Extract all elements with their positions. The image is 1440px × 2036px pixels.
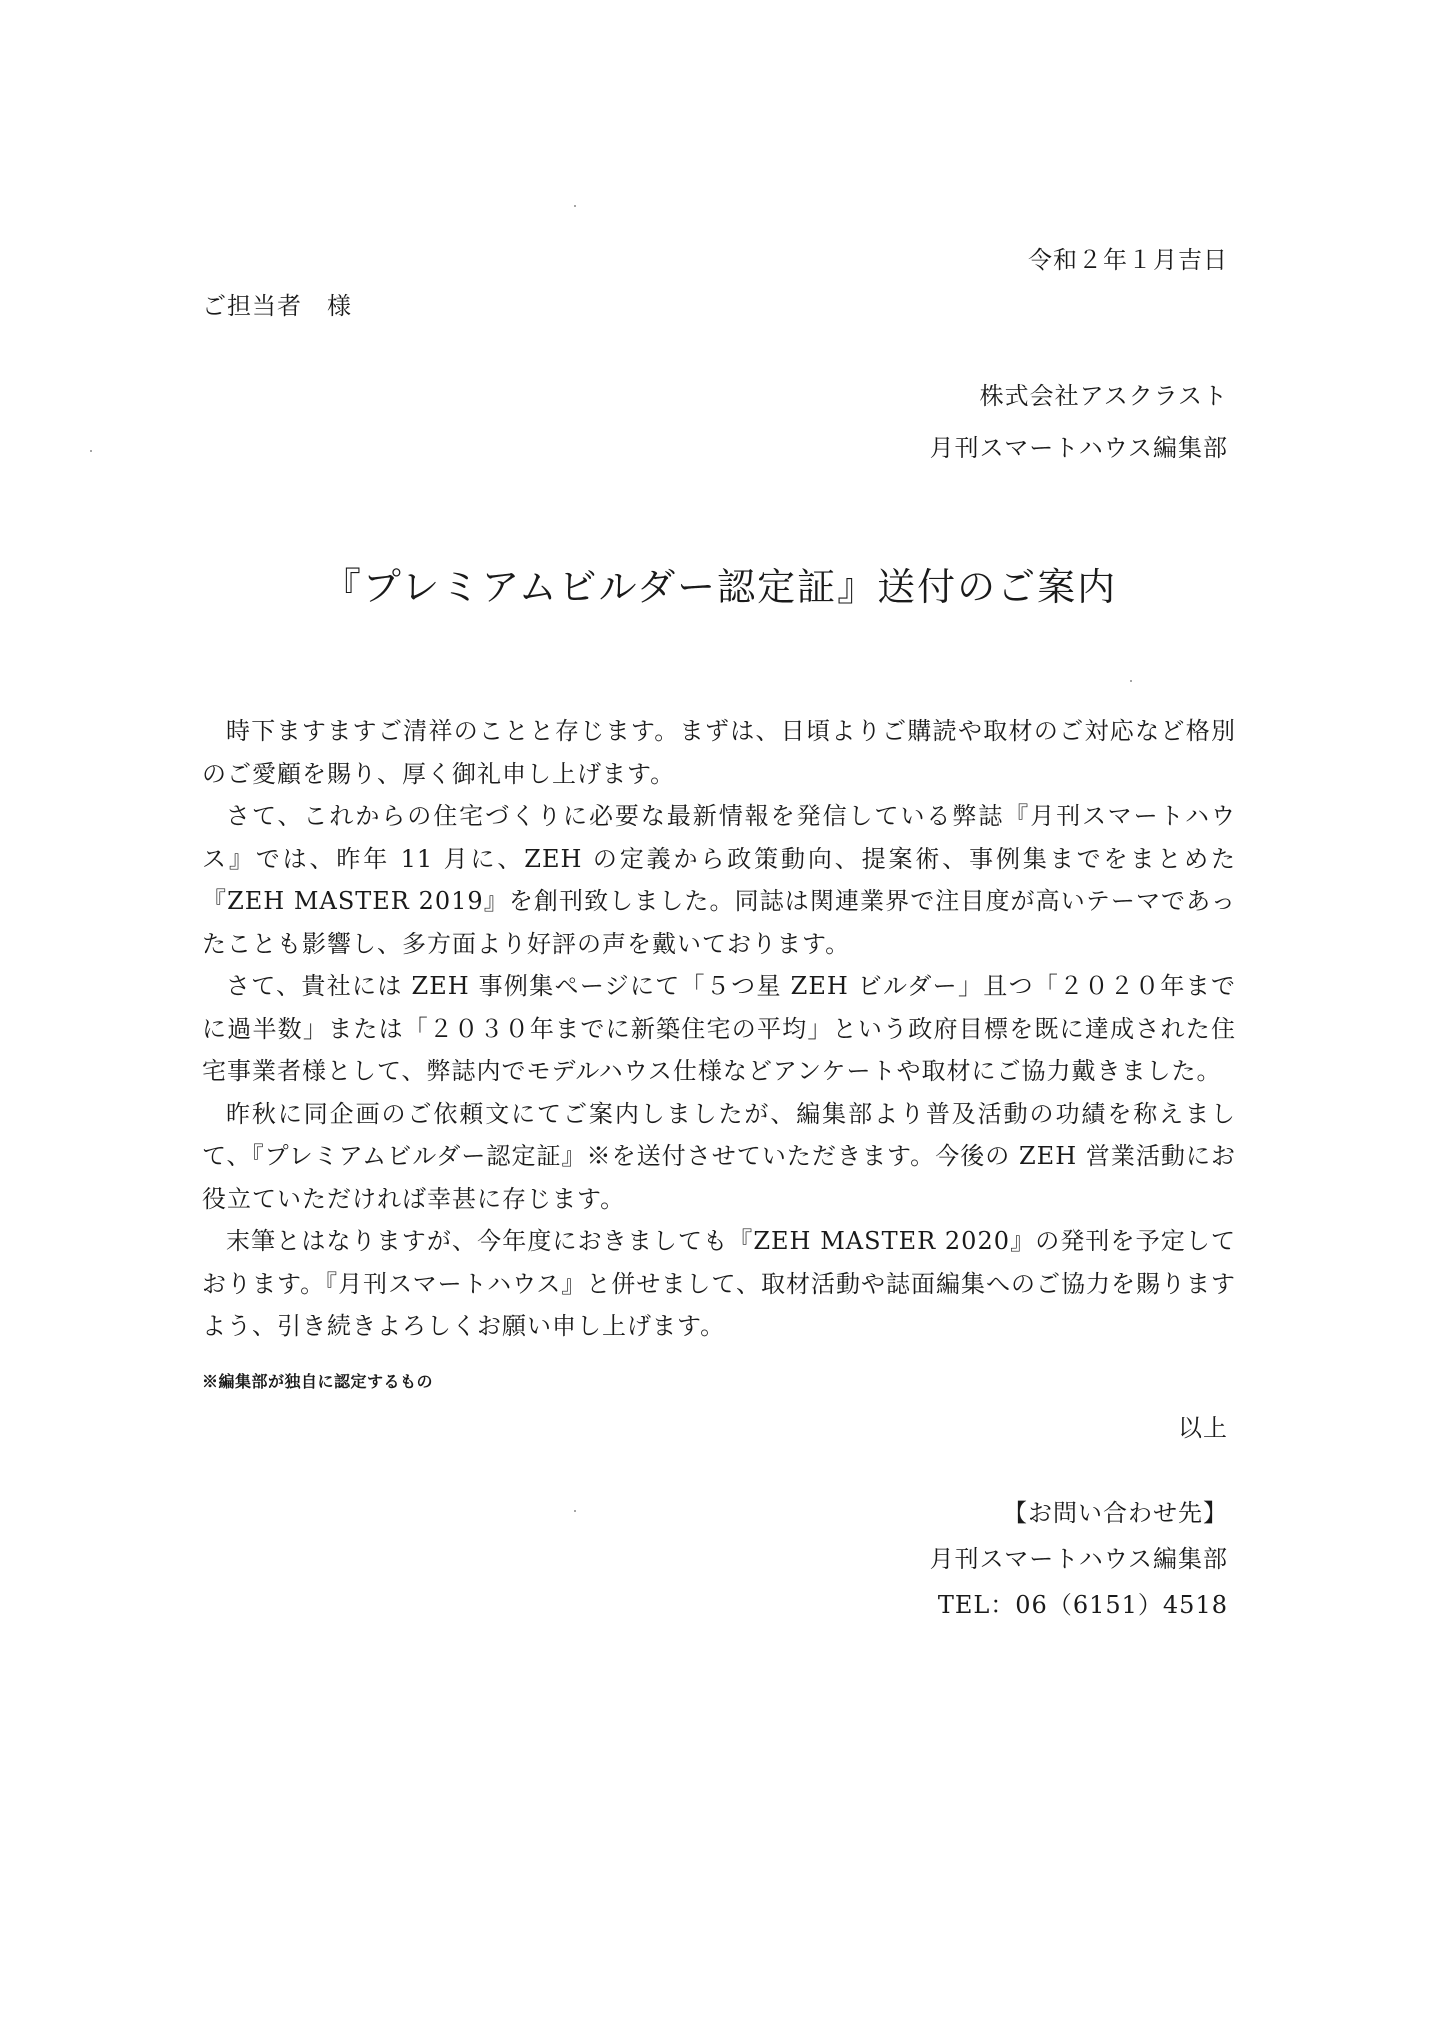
body-paragraph: さて、貴社には ZEH 事例集ページにて「５つ星 ZEH ビルダー」且つ「２０２０年までに過半数」または「２０３０年までに新築住宅の平均」という政府目標を既に達成された住宅事業者様として、弊誌内でモデルハウス仕様などアンケートや取材にご協力戴きました。 xyxy=(202,972,1236,1085)
contact-block xyxy=(930,1490,1228,1628)
body-paragraph: 時下ますますご清祥のことと存じます。まずは、日頃よりご購読や取材のご対応など格別のご愛顧を賜り、厚く御礼申し上げます。 xyxy=(202,717,1236,788)
body-paragraph: さて、これからの住宅づくりに必要な最新情報を発信している弊誌『月刊スマートハウス』では、昨年 11 月に、ZEH の定義から政策動向、提案術、事例集までをまとめた『ZEH MASTER 2019』を創刊致しました。同誌は関連業界で注目度が高いテーマであったことも影響し、多方面より好評の声を戴いております。 xyxy=(202,802,1236,958)
contact-tel: TEL：06（6151）4518 xyxy=(937,1591,1228,1619)
body-paragraph: 昨秋に同企画のご依頼文にてご案内しましたが、編集部より普及活動の功績を称えまして、『プレミアムビルダー認定証』※を送付させていただきます。今後の ZEH 営業活動にお役立ていただければ幸甚に存じます。 xyxy=(202,1099,1236,1213)
contact-department: 月刊スマートハウス編集部 xyxy=(929,1545,1228,1573)
letter-date: 令和２年１月吉日 xyxy=(1028,246,1228,274)
letter-body xyxy=(202,710,1236,1348)
sender-department: 月刊スマートハウス編集部 xyxy=(929,434,1228,462)
scan-speck xyxy=(574,205,576,207)
scan-speck xyxy=(1130,680,1132,682)
footnote: ※編集部が独自に認定するもの xyxy=(202,1372,434,1391)
closing: 以上 xyxy=(1178,1414,1228,1442)
contact-heading: 【お問い合わせ先】 xyxy=(1003,1499,1228,1527)
letter-title: 『プレミアムビルダー認定証』送付のご案内 xyxy=(322,565,1118,609)
scan-speck xyxy=(90,450,92,452)
sender-block xyxy=(930,370,1228,474)
sender-company: 株式会社アスクラスト xyxy=(979,382,1228,410)
body-paragraph: 末筆とはなりますが、今年度におきましても『ZEH MASTER 2020』の発刊を予定しております。『月刊スマートハウス』と併せまして、取材活動や誌面編集へのご協力を賜りますよう、引き続きよろしくお願い申し上げます。 xyxy=(202,1227,1236,1340)
recipient: ご担当者 様 xyxy=(202,292,352,320)
scan-speck xyxy=(574,1510,576,1512)
